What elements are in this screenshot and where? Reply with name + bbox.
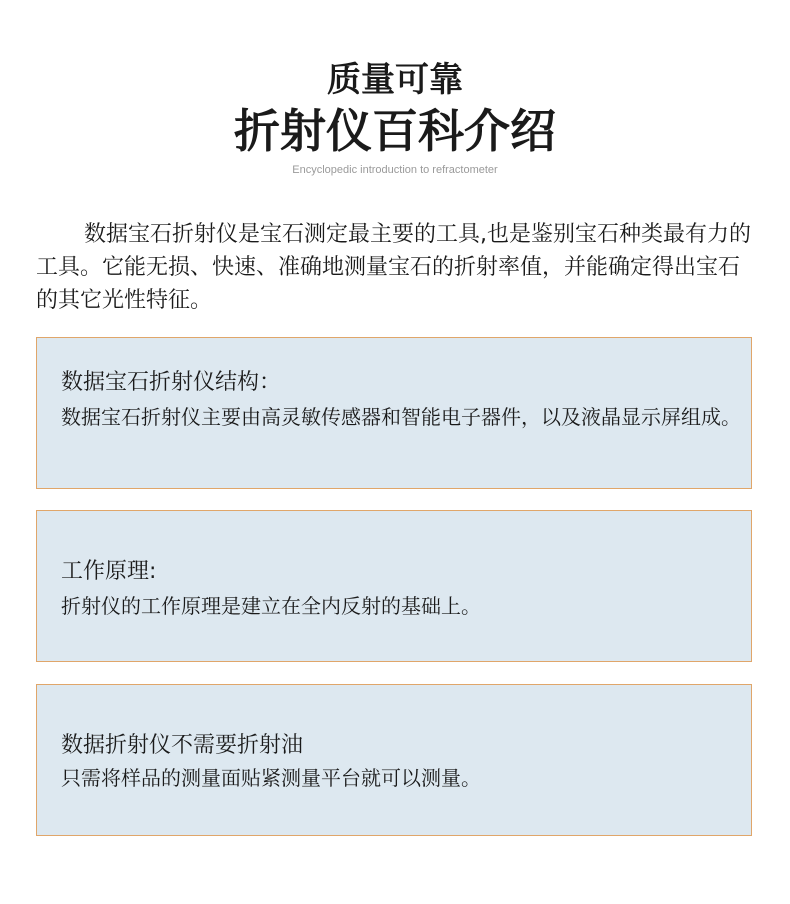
principle-card <box>36 510 752 662</box>
structure-card <box>36 337 752 489</box>
english-caption: Encyclopedic introduction to refractometer <box>292 164 498 176</box>
intro-paragraph: 数据宝石折射仪是宝石测定最主要的工具,也是鉴别宝石种类最有力的工具。它能无损、快速、准确地测量宝石的折射率值，并能确定得出宝石的其它光性特征。 <box>36 222 751 313</box>
no-oil-card-text: 只需将样品的测量面贴紧测量平台就可以测量。 <box>61 766 481 790</box>
no-oil-card <box>36 684 752 836</box>
page-title: 折射仪百科介绍 <box>234 104 556 158</box>
principle-card-text: 折射仪的工作原理是建立在全内反射的基础上。 <box>61 594 481 618</box>
no-oil-card-title: 数据折射仪不需要折射油 <box>61 733 304 758</box>
structure-card-text: 数据宝石折射仪主要由高灵敏传感器和智能电子器件，以及液晶显示屏组成。 <box>61 405 741 429</box>
structure-card-title: 数据宝石折射仪结构： <box>61 370 282 395</box>
page-subtitle: 质量可靠 <box>327 60 463 100</box>
principle-card-title: 工作原理: <box>61 559 157 584</box>
